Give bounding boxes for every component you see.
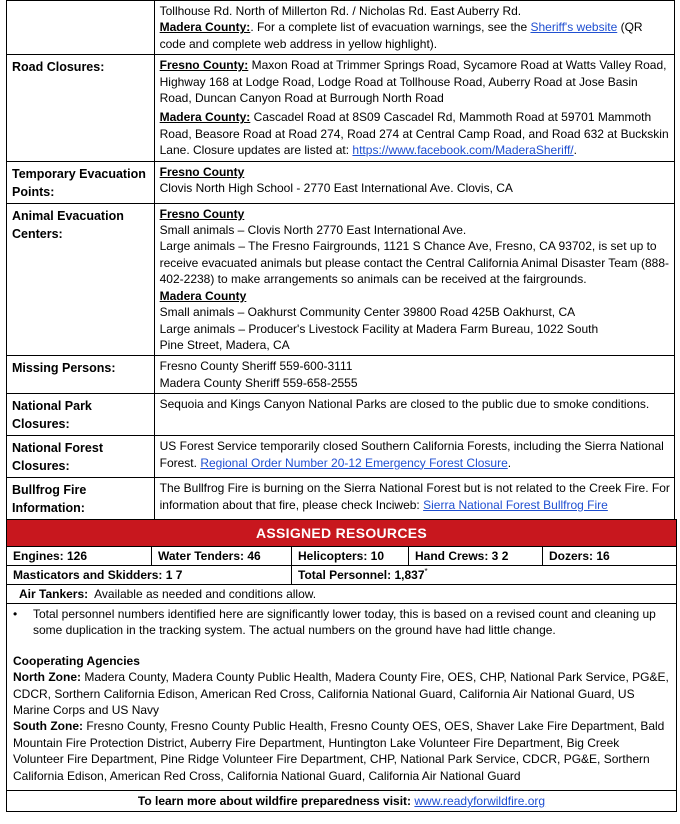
evacuation-label-cell	[7, 1, 155, 55]
missing-persons-row	[7, 356, 675, 394]
madera-county-heading: Madera County:	[159, 20, 251, 35]
bullfrog-fire-link[interactable]: Sierra National Forest Bullfrog Fire	[423, 497, 608, 512]
readyforwildfire-link[interactable]: www.readyforwildfire.org	[414, 794, 546, 809]
madera-sheriff-facebook-link[interactable]: https://www.facebook.com/MaderaSheriff/	[352, 143, 574, 158]
air-tankers-row	[7, 584, 676, 603]
missing-persons-label: Missing Persons:	[7, 356, 155, 394]
national-forest-label: National Forest Closures:	[7, 436, 155, 478]
south-zone-text: Fresno County, Fresno County Public Health, Fresno County OES, OES, Shaver Lake Fire Department, Bald Mountain Fire Protection District, Auberry Fire Department, Huntington Lake Volunteer Fire Department, Big Creek Volunteer Fire Department, Pine Ridge Volunteer Fire Department, CHP, National Park Service, CDCR, PG&E, Sorthern California Edison, American Red Cross, California National Guard, California Air National Guard	[13, 719, 665, 783]
helicopters-count: Helicopters: 10	[292, 547, 409, 565]
masticators-count: Masticators and Skidders: 1 7	[7, 566, 292, 584]
south-zone-label: South Zone:	[13, 719, 83, 734]
temp-evac-value	[154, 161, 674, 203]
incident-info-table	[6, 0, 675, 520]
evacuation-madera-text: . For a complete list of evacuation warnings, see the	[250, 20, 531, 35]
total-personnel-footnote-mark: *	[424, 567, 428, 576]
madera-county-heading: Madera County	[159, 288, 247, 303]
footer-text: To learn more about wildfire preparedness visit:	[137, 794, 415, 809]
evacuation-row	[7, 1, 675, 55]
fresno-county-heading: Fresno County	[159, 164, 245, 179]
assigned-resources-title: ASSIGNED RESOURCES	[7, 520, 676, 546]
fresno-county-heading: Fresno County:	[159, 58, 249, 73]
madera-road-closures-text: Cascadel Road at 8S09 Cascadel Rd, Mammoth Road at 59701 Mammoth Road, Beasore Road at Road 274, Road 274 at Central Camp Road, and Road 632 at Buckskin Lane. Closure updates are listed at:	[159, 110, 669, 158]
fresno-road-closures-text: Maxon Road at Trimmer Springs Road, Sycamore Road at Watts Valley Road, Highway 168 at Lodge Road, Lodge Road at Tollhouse Road, Auberry Road at Jose Basin Road, Duncan Canyon Road at Burrough North Road	[159, 58, 667, 106]
fresno-sheriff-phone: Fresno County Sheriff 559-600-3111	[159, 359, 353, 374]
bullfrog-label: Bullfrog Fire Information:	[7, 478, 155, 520]
sheriff-website-link[interactable]: Sheriff's website	[530, 20, 618, 35]
north-zone	[13, 669, 670, 718]
resources-notes	[7, 603, 676, 790]
bullfrog-text: The Bullfrog Fire is burning on the Sierra National Forest but is not related to the Creek Fire. For information about that fire, please check Inciweb:	[159, 481, 670, 512]
personnel-note	[13, 606, 670, 639]
evacuation-line: Tollhouse Rd. North of Millerton Rd. / Nicholas Rd. East Auberry Rd.	[159, 4, 522, 18]
animal-evac-row	[7, 203, 675, 356]
bullet-icon: •	[13, 607, 18, 621]
bullfrog-row	[7, 478, 675, 520]
national-park-row	[7, 394, 675, 436]
animal-evac-value	[154, 203, 674, 356]
national-forest-value	[154, 436, 674, 478]
hand-crews-count: Hand Crews: 3 2	[409, 547, 543, 565]
national-forest-end: .	[507, 455, 512, 470]
national-park-value: Sequoia and Kings Canyon National Parks are closed to the public due to smoke conditions.	[154, 394, 674, 436]
footer	[7, 790, 676, 811]
air-tankers-value: Available as needed and conditions allow.	[88, 587, 317, 601]
national-park-label: National Park Closures:	[7, 394, 155, 436]
road-closures-label: Road Closures:	[7, 55, 155, 161]
madera-small-animals: Small animals – Oakhurst Community Center 39800 Road 425B Oakhurst, CA	[159, 305, 576, 320]
regional-order-link[interactable]: Regional Order Number 20-12 Emergency Forest Closure	[200, 455, 508, 470]
road-closures-value	[154, 55, 674, 161]
madera-sheriff-phone: Madera County Sheriff 559-658-2555	[159, 375, 358, 390]
animal-evac-label: Animal Evacuation Centers:	[7, 203, 155, 356]
road-closures-row	[7, 55, 675, 161]
missing-persons-value	[154, 356, 674, 394]
fresno-large-animals: Large animals – The Fresno Fairgrounds, 1121 S Chance Ave, Fresno, CA 93702, is set up to receive evacuated animals but please contact the Central California Animal Disaster Team (888-402-2238) to make arrangements so animals can be received at the fairgrounds.	[159, 239, 669, 287]
north-zone-text: Madera County, Madera County Public Health, Madera County Fire, OES, CHP, National Park Service, PG&E, CDCR, Sorthern California Edison, American Red Cross, California National Guard, California Air National Guard, US Marine Corps and US Navy	[13, 670, 669, 718]
temp-evac-text: Clovis North High School - 2770 East International Ave. Clovis, CA	[159, 181, 513, 196]
north-zone-label: North Zone:	[13, 670, 81, 685]
fresno-small-animals: Small animals – Clovis North 2770 East International Ave.	[159, 223, 467, 238]
assigned-resources-panel	[6, 519, 677, 812]
personnel-note-text: Total personnel numbers identified here are significantly lower today, this is based on a revised count and cleaning up some duplication in the tracking system. The actual numbers on the ground have had little change.	[33, 607, 656, 638]
national-forest-text: US Forest Service temporarily closed Southern California Forests, including the Sierra National Forest.	[159, 439, 664, 470]
national-forest-row	[7, 436, 675, 478]
temp-evac-label: Temporary Evacuation Points:	[7, 161, 155, 203]
water-tenders-count: Water Tenders: 46	[152, 547, 292, 565]
cooperating-agencies-title: Cooperating Agencies	[13, 653, 140, 668]
total-personnel: Total Personnel: 1,837*	[298, 567, 428, 582]
resources-row-2	[7, 565, 676, 584]
madera-county-heading: Madera County:	[159, 110, 251, 125]
bullfrog-value	[154, 478, 674, 520]
fresno-county-heading: Fresno County	[159, 206, 245, 221]
evacuation-value	[154, 1, 674, 55]
temp-evac-row	[7, 161, 675, 203]
south-zone	[13, 718, 670, 784]
road-closures-end: .	[573, 143, 577, 158]
resources-row-1	[7, 546, 676, 565]
evacuation-madera-tail: (QR code and complete web address in yellow highlight).	[159, 20, 643, 51]
dozers-count: Dozers: 16	[549, 549, 610, 563]
engines-count: Engines: 126	[7, 547, 152, 565]
madera-large-animals: Large animals – Producer's Livestock Facility at Madera Farm Bureau, 1022 South Pine Street, Madera, CA	[159, 321, 599, 352]
air-tankers-label: Air Tankers:	[19, 587, 89, 601]
